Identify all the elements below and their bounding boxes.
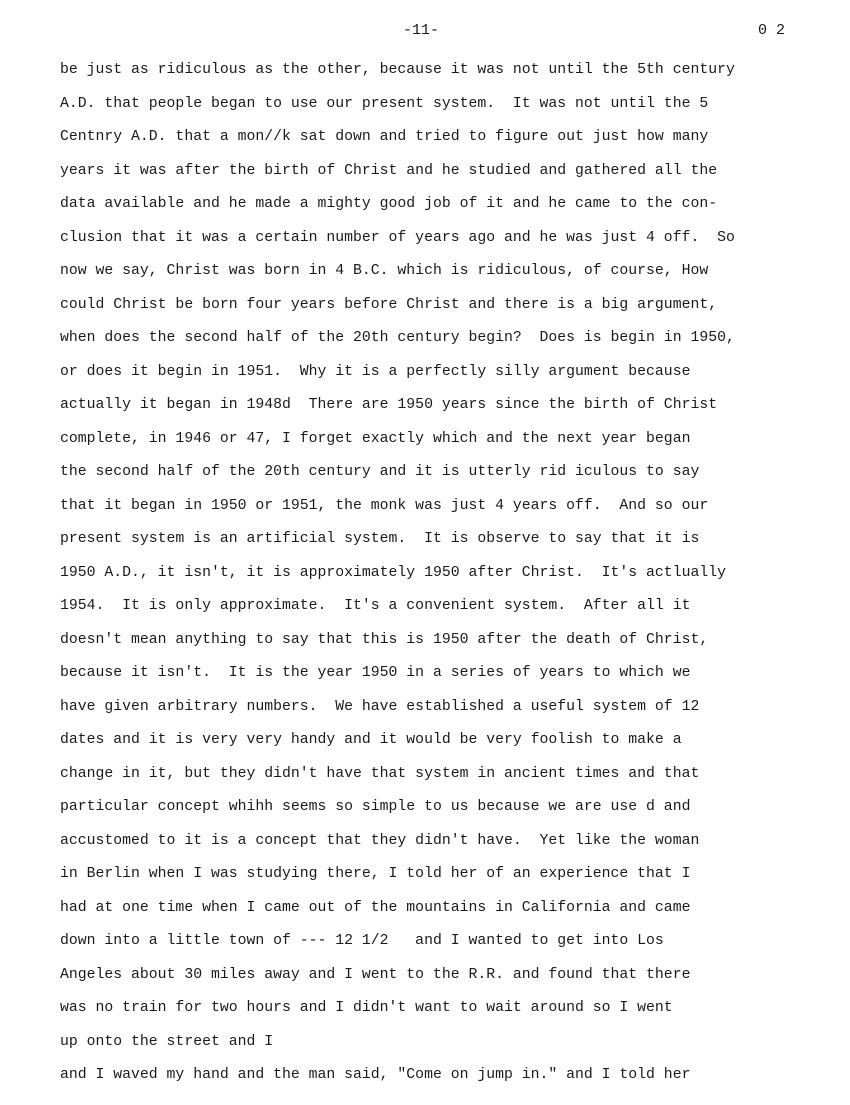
text-line: particular concept whihh seems so simple to us because we are use d and [60, 799, 691, 815]
text-line: be just as ridiculous as the other, because it was not until the 5th century [60, 62, 735, 78]
text-line: or does it begin in 1951. Why it is a perfectly silly argument because [60, 363, 691, 380]
text-line: Angeles about 30 miles away and I went to the R.R. and found that there [60, 966, 691, 983]
text-line: was no train for two hours and I didn't want to wait around so I went [60, 1000, 673, 1016]
text-line: complete, in 1946 or 47, I forget exactly which and the next year began [60, 430, 691, 447]
text-line: doesn't mean anything to say that this is 1950 after the death of Christ, [60, 631, 709, 648]
text-line: clusion that it was a certain number of years ago and he was just 4 off. So [60, 229, 735, 246]
body-text [60, 54, 835, 1093]
text-line: down into a little town of --- 12 1/2 and I wanted to get into Los [60, 933, 664, 949]
text-line: 1954. It is only approximate. It's a convenient system. After all it [60, 598, 691, 614]
text-line: data available and he made a mighty good job of it and he came to the con- [60, 196, 718, 212]
text-line: years it was after the birth of Christ and he studied and gathered all the [60, 162, 718, 179]
text-line: 1950 A.D., it isn't, it is approximately 1950 after Christ. It's actlually [60, 564, 726, 581]
text-line: now we say, Christ was born in 4 B.C. which is ridiculous, of course, How [60, 263, 709, 279]
text-line: in Berlin when I was studying there, I told her of an experience that I [60, 866, 691, 882]
text-line: A.D. that people began to use our present system. It was not until the 5 [60, 95, 709, 112]
text-line: could Christ be born four years before Christ and there is a big argument, [60, 296, 718, 313]
text-line: change in it, but they didn't have that system in ancient times and that [60, 765, 700, 782]
page-number: -11- [403, 22, 440, 39]
text-line: because it isn't. It is the year 1950 in a series of years to which we [60, 665, 691, 681]
text-line: the second half of the 20th century and it is utterly rid iculous to say [60, 464, 700, 480]
text-line: had at one time when I came out of the mountains in California and came [60, 899, 691, 916]
text-line: accustomed to it is a concept that they didn't have. Yet like the woman [60, 832, 700, 849]
text-line: that it began in 1950 or 1951, the monk was just 4 years off. And so our [60, 497, 709, 514]
text-line: dates and it is very very handy and it would be very foolish to make a [60, 732, 682, 748]
text-line: when does the second half of the 20th century begin? Does is begin in 1950, [60, 330, 735, 346]
text-line: and I waved my hand and the man said, "Come on jump in." and I told her [60, 1067, 691, 1083]
page-code: 0 2 [758, 22, 786, 39]
text-line: Centnry A.D. that a mon//k sat down and tried to figure out just how many [60, 129, 709, 145]
text-line: up onto the street and I [60, 1033, 274, 1050]
text-line: have given arbitrary numbers. We have established a useful system of 12 [60, 698, 700, 715]
text-line: actually it began in 1948d There are 1950 years since the birth of Christ [60, 397, 718, 413]
text-line: present system is an artificial system. It is observe to say that it is [60, 531, 700, 547]
